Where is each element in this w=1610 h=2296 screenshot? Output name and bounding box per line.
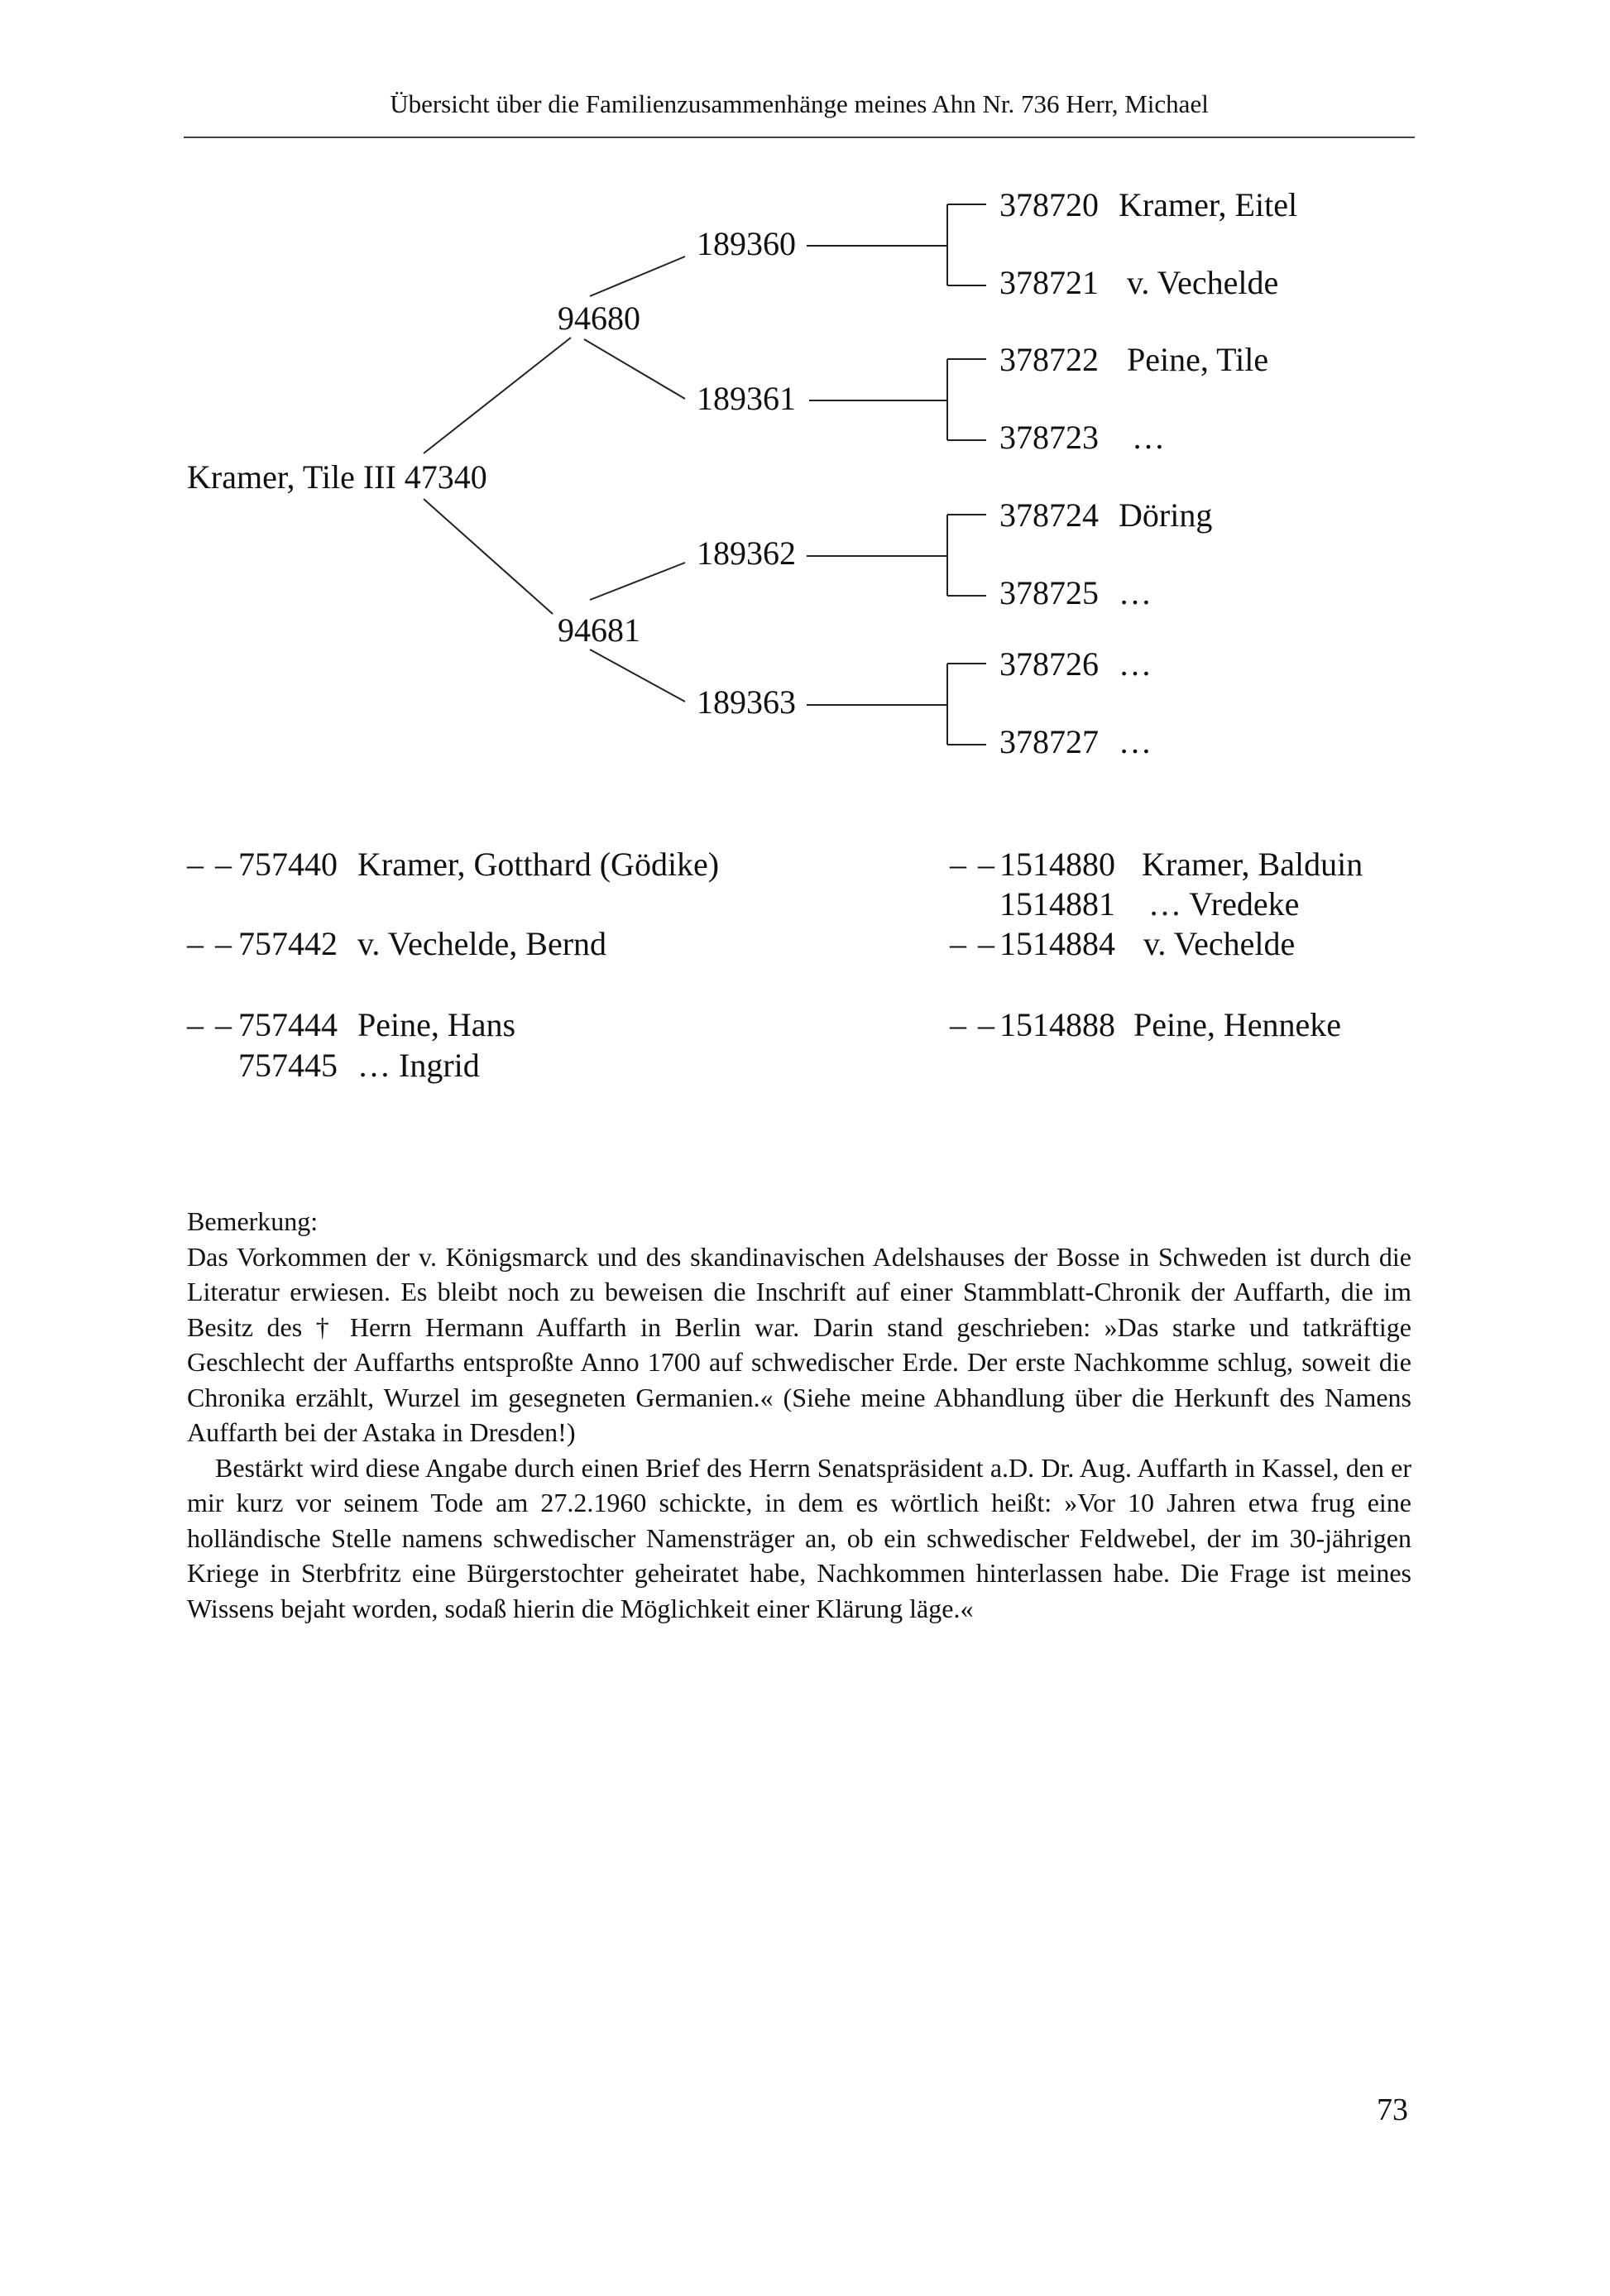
list-left-num-3: 757445	[238, 1047, 338, 1084]
tree-gen4-name-7: …	[1119, 723, 1152, 760]
remark-paragraph-1: Das Vorkommen der v. Königsmarck und des skandinavischen Adelshauses der Bosse in Schweden ist durch die Literatur erwiesen. Es bleibt noch zu beweisen die Inschrift auf einer Stammblatt-Chronik der Auffarth, die im Besitz des † Herrn Hermann Auffarth in Berlin war. Darin stand geschrieben: »Das starke und tatkräftige Geschlecht der Auffarths entsproßte Anno 1700 auf schwedischer Erde. Der erste Nachkomme schlug, soweit die Chronika erzählt, Wurzel im gesegneten Germanien.« (Siehe meine Abhandlung über die Herkunft des Namens Auffarth bei der Astaka in Dresden!)	[187, 1241, 1411, 1447]
page-number: 73	[1377, 2092, 1408, 2127]
list-left-name-2: Peine, Hans	[357, 1006, 516, 1043]
remark-paragraph-2: Bestärkt wird diese Angabe durch einen Brief des Herrn Senatspräsident a.D. Dr. Aug. Auffarth in Kassel, den er mir kurz vor seinem Tode am 27.2.1960 schickte, in dem es wörtlich heißt: »Vor 10 Jahren etwa frug eine holländische Stelle namens schwedischer Namensträger an, ob ein schwedischer Feldwebel, der im 30-jährigen Kriege in Sterbfritz eine Bürgerstochter geheiratet habe, Nachkommen hinterlassen habe. Die Frage ist meines Wissens bejaht worden, sodaß hierin die Möglichkeit einer Klärung läge.«	[187, 1452, 1411, 1623]
running-header: Übersicht über die Familienzusammenhänge meines Ahn Nr. 736 Herr, Michael	[390, 89, 1209, 118]
tree-gen3-1: 189361	[697, 380, 796, 417]
connector-94680-189361	[584, 339, 685, 399]
tree-gen4-name-2: Peine, Tile	[1127, 341, 1269, 378]
bracket-189360	[807, 204, 986, 285]
list-right-num-1: 1514881	[999, 885, 1115, 923]
tree-gen4-num-6: 378726	[999, 645, 1099, 683]
tree-gen2-1: 94681	[558, 611, 640, 649]
list-left-name-0: Kramer, Gotthard (Gödike)	[357, 846, 720, 883]
list-right-dash-0: – –	[950, 846, 996, 883]
remark-section	[187, 1204, 1411, 1626]
tree-gen4-num-5: 378725	[999, 574, 1099, 611]
tree-gen4-num-0: 378720	[999, 186, 1099, 223]
list-right-name-3: Peine, Henneke	[1133, 1006, 1342, 1043]
connector-root-94680	[424, 338, 571, 453]
list-left-name-1: v. Vechelde, Bernd	[357, 925, 607, 962]
list-right-name-0: Kramer, Balduin	[1142, 846, 1363, 883]
list-left-dash-1: – –	[187, 925, 233, 962]
tree-gen3-2: 189362	[697, 534, 796, 572]
tree-gen4-name-3: …	[1132, 419, 1165, 456]
list-left-name-3: … Ingrid	[357, 1047, 480, 1084]
tree-gen4-name-1: v. Vechelde	[1127, 264, 1279, 301]
list-left-dash-2: – –	[187, 1006, 233, 1043]
list-right-num-3: 1514888	[999, 1006, 1115, 1043]
list-left-num-1: 757442	[238, 925, 338, 962]
tree-gen3-3: 189363	[697, 683, 796, 721]
connector-root-94681	[424, 499, 553, 614]
tree-root: Kramer, Tile III 47340	[187, 458, 487, 496]
tree-connectors	[424, 204, 986, 745]
tree-gen4-name-4: Döring	[1119, 496, 1213, 534]
list-left-num-2: 757444	[238, 1006, 338, 1043]
tree-gen4-num-1: 378721	[999, 264, 1099, 301]
tree-gen4-num-4: 378724	[999, 496, 1099, 534]
list-right-num-2: 1514884	[999, 925, 1115, 962]
remark-heading: Bemerkung:	[187, 1206, 319, 1236]
tree-gen3-0: 189360	[697, 225, 796, 262]
connector-94681-189363	[590, 649, 685, 702]
tree-gen2-0: 94680	[558, 300, 640, 337]
bracket-189362	[807, 515, 986, 596]
tree-gen4-name-5: …	[1119, 574, 1152, 611]
tree-gen4-name-0: Kramer, Eitel	[1119, 186, 1298, 223]
connector-94680-189360	[590, 256, 685, 296]
tree-gen4-num-7: 378727	[999, 723, 1099, 760]
list-right-name-2: v. Vechelde	[1143, 925, 1296, 962]
connector-94681-189362	[590, 563, 685, 600]
list-right-dash-3: – –	[950, 1006, 996, 1043]
list-left-num-0: 757440	[238, 846, 338, 883]
list-right-name-1: … Vredeke	[1148, 885, 1300, 923]
bracket-189361	[809, 359, 986, 440]
tree-gen4-num-2: 378722	[999, 341, 1099, 378]
list-left-dash-0: – –	[187, 846, 233, 883]
bracket-189363	[807, 664, 986, 745]
tree-gen4-num-3: 378723	[999, 419, 1099, 456]
list-right-num-0: 1514880	[999, 846, 1115, 883]
tree-gen4-name-6: …	[1119, 645, 1152, 683]
list-right-dash-2: – –	[950, 925, 996, 962]
pedigree-tree	[0, 0, 1610, 794]
